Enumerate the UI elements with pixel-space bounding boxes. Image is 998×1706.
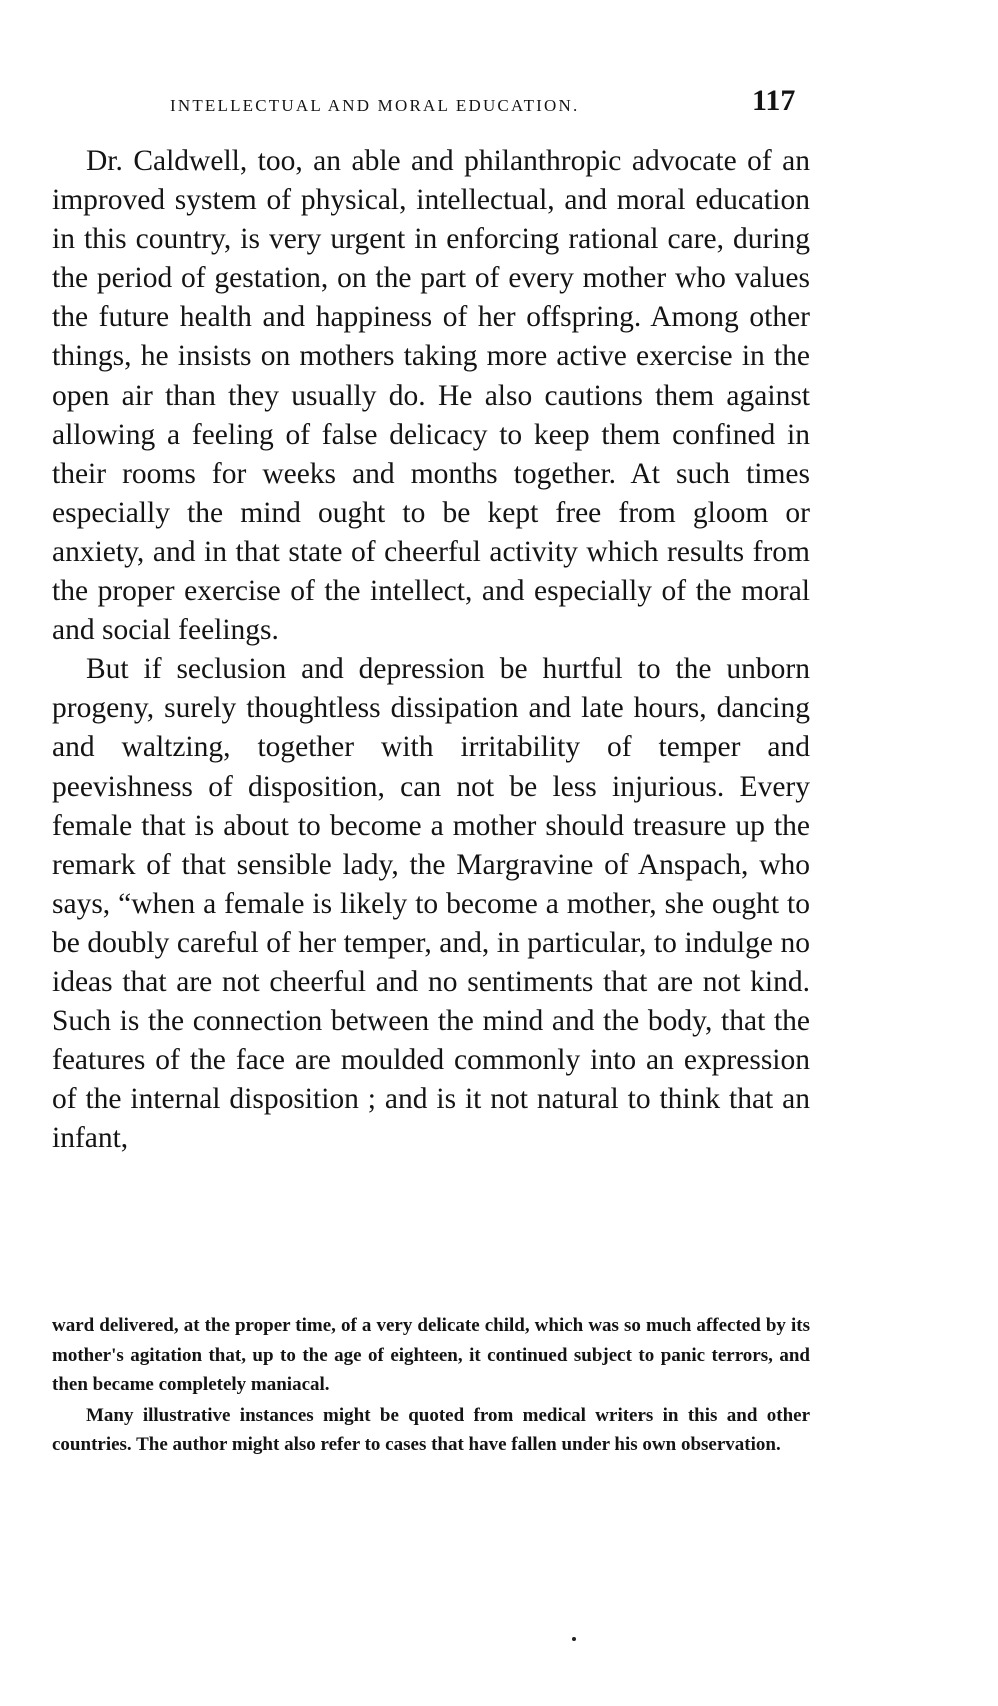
footnote-continued: ward delivered, at the proper time, of a very delicate child, which was so much affected by its mother's agitation that, up to the age of eighteen, it continued subject to panic terrors, and then became completely maniacal. xyxy=(52,1315,810,1395)
running-head: INTELLECTUAL AND MORAL EDUCATION. xyxy=(170,96,580,115)
main-text xyxy=(52,142,810,1158)
page-number: 117 xyxy=(752,84,796,117)
paragraph-caldwell: Dr. Caldwell, too, an able and philanthropic advocate of an improved system of physical, intellectual, and moral education in this country, is very urgent in enforcing rational care, during the period of gestation, on the part of every mother who values the future health and happiness of her offspring. Among other things, he insists on mothers taking more active exercise in the open air than they usually do. He also cautions them against allowing a feeling of false delicacy to keep them confined in their rooms for weeks and months together. At such times especially the mind ought to be kept free from gloom or anxiety, and in that state of cheerful activity which results from the proper exercise of the intellect, and especially of the moral and social feelings. xyxy=(52,145,810,647)
footnotes xyxy=(52,1311,810,1460)
footnote-note: Many illustrative instances might be quoted from medical writers in this and other countries. The author might also refer to cases that have fallen under his own observation. xyxy=(52,1404,810,1455)
ink-speck xyxy=(572,1637,576,1641)
paragraph-seclusion: But if seclusion and depression be hurtful to the unborn progeny, surely thoughtless dissipation and late hours, dancing and waltzing, together with irritability of temper and peevishness of disposition, can not be less injurious. Every female that is about to become a mother should treasure up the remark of that sensible lady, the Margravine of Anspach, who says, “when a female is likely to become a mother, she ought to be doubly careful of her temper, and, in particular, to indulge no ideas that are not cheerful and no sentiments that are not kind. Such is the connection between the mind and the body, that the features of the face are moulded commonly into an expression of the internal disposition ; and is it not natural to think that an infant, xyxy=(52,653,810,1155)
